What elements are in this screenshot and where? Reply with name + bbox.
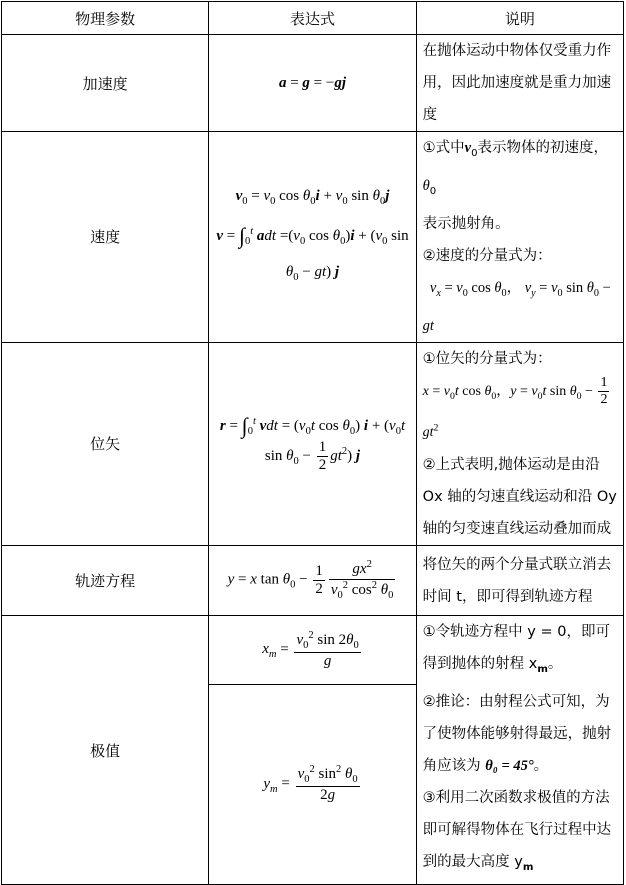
formula-position: $r = \int_0^t$ vdt = ($v_0t$ $\cos \theta_0$) $i + (v_0t$ $\sin \theta_0$ − $\frac{1}{2}$ $gt^2$) j bbox=[209, 342, 416, 545]
physics-table bbox=[1, 1, 624, 885]
header-param: 物理参数 bbox=[2, 2, 209, 35]
formula-velocity: $v_0 = v_0$ $\cos \theta_0i + v_0$ $\sin \theta_0j$ $v = \int_0^t$ adt $=(v_0$ $\cos \theta_0)i + (v_0$ $\sin \theta_0 - gt$) j bbox=[209, 132, 416, 343]
formula-range: $x_m$ = $\frac{v_0^2 \sin 2\theta_0}{g}$ bbox=[209, 616, 416, 684]
param-extremum: 极值 bbox=[2, 616, 209, 885]
param-trajectory: 轨迹方程 bbox=[2, 546, 209, 616]
param-acceleration: 加速度 bbox=[2, 35, 209, 132]
formula-height: $y_m$ = $\frac{v_0^2 \sin^2 \theta_0}{2g}$ bbox=[209, 684, 416, 884]
formula-trajectory: y = x $\tan \theta_0$ − $\frac{1}{2}$ $\frac{gx^2}{v_0^2 \cos^2 \theta_0}$ bbox=[209, 546, 416, 616]
row-velocity bbox=[2, 132, 624, 343]
note-trajectory: 将位矢的两个分量式联立消去时间 t，即可得到轨迹方程 bbox=[416, 546, 623, 616]
header-note: 说明 bbox=[416, 2, 623, 35]
param-velocity: 速度 bbox=[2, 132, 209, 343]
formula-acceleration: a = g = −gj bbox=[209, 35, 416, 132]
note-extremum: ①令轨迹方程中 y = 0，即可得到抛体的射程 $x_m$。 ②推论：由射程公式可知，为了使物体能够射得最远，抛射角应该为 θ₀ = 45°。 ③利用二次函数求极值的方法即可解得物体在飞行过程中达到的最大高度 $y_m$ bbox=[416, 616, 623, 885]
note-acceleration: 在抛体运动中物体仅受重力作用，因此加速度就是重力加速度 bbox=[416, 35, 623, 132]
row-extremum-range bbox=[2, 616, 624, 684]
param-position: 位矢 bbox=[2, 342, 209, 545]
header-expression: 表达式 bbox=[209, 2, 416, 35]
header-row bbox=[2, 2, 624, 35]
note-velocity: ①式中$v_0$表示物体的初速度，$\theta_0$ 表示抛射角。 ②速度的分量式为： $v_x = v_0$ $\cos \theta_0$， $v_y = v_0$ $\sin \theta_0$ − gt bbox=[416, 132, 623, 343]
row-position bbox=[2, 342, 624, 545]
row-trajectory bbox=[2, 546, 624, 616]
row-acceleration bbox=[2, 35, 624, 132]
note-position: ①位矢的分量式为： $x = v_0t$ $\cos \theta_0$，$y = v_0t$ $\sin \theta_0$ − $\frac{1}{2}$ $gt^2$ ②上式表明,抛体运动是由沿 Ox 轴的匀速直线运动和沿 Oy 轴的匀变速直线运动叠加而成 bbox=[416, 342, 623, 545]
